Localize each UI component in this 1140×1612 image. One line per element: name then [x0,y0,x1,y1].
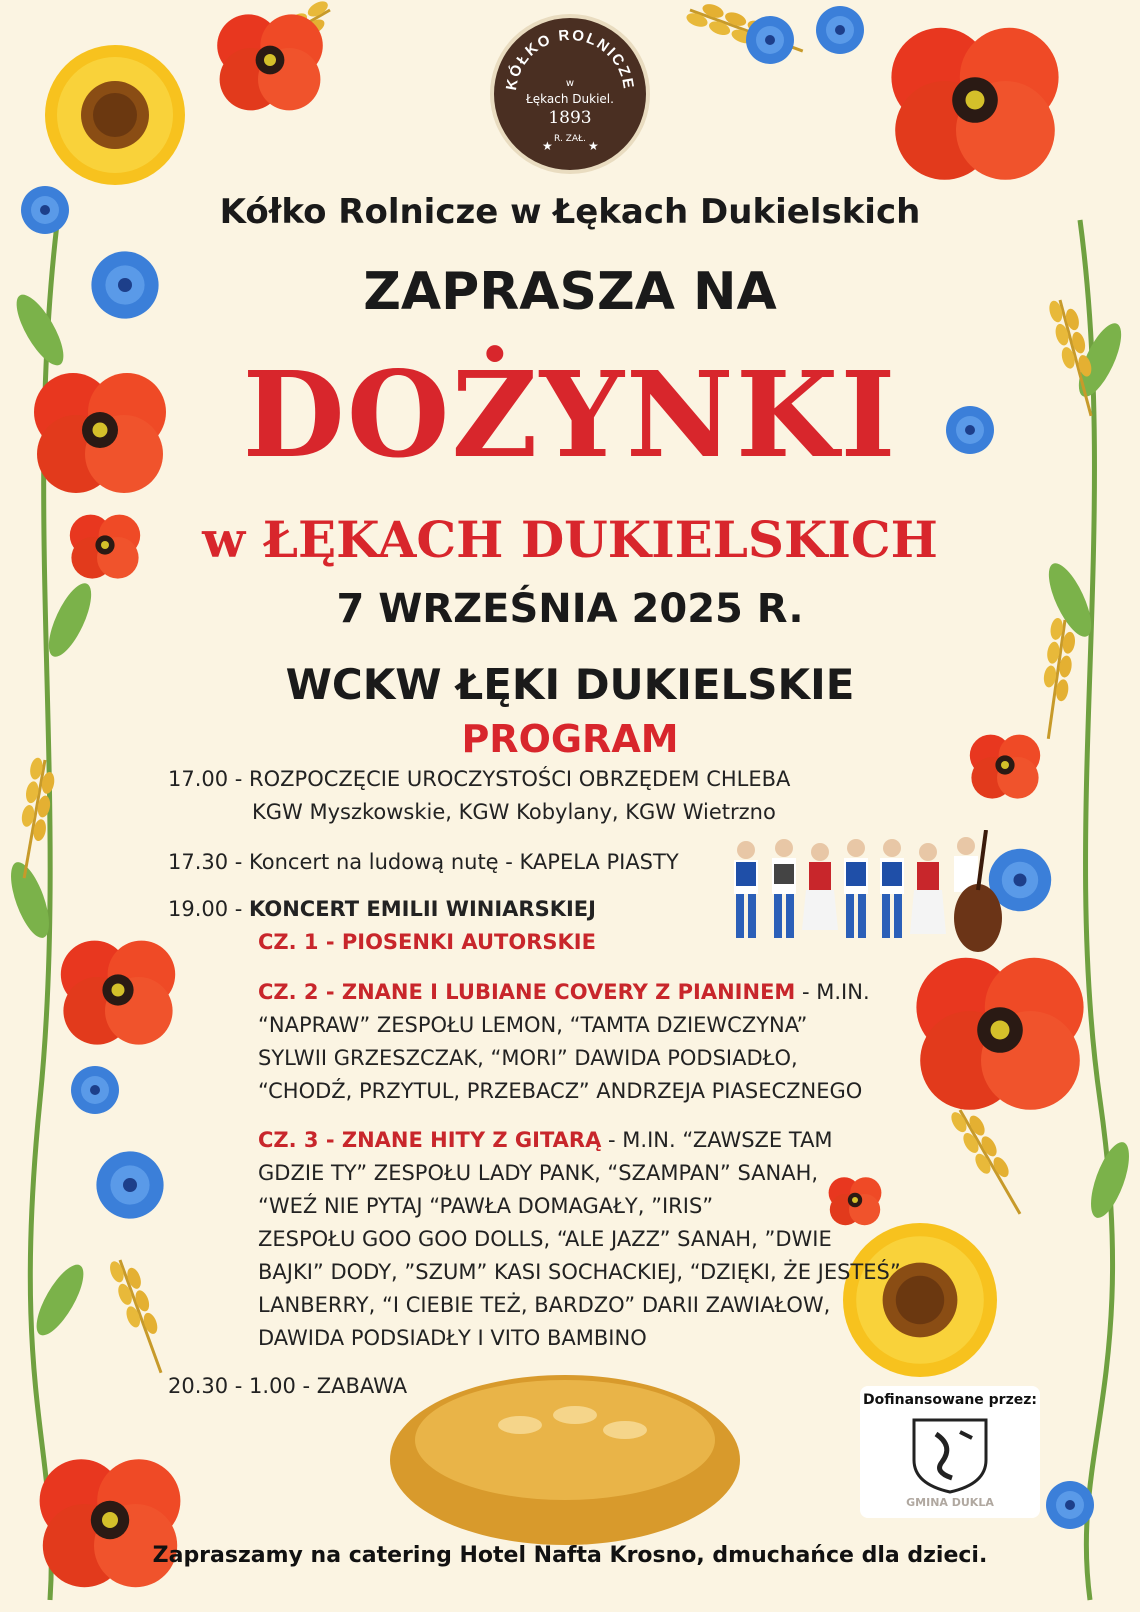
organizer-logo [490,14,650,174]
logo-w: w [565,78,575,89]
concert-part-2-line: “NAPRAW” ZESPOŁU LEMON, “TAMTA DZIEWCZYNA” [258,1013,808,1037]
footer-note: Zapraszamy na catering Hotel Nafta Krosno, dmuchańce dla dzieci. [152,1543,988,1568]
star-icon: ★ [542,139,553,153]
program-item-3-time: 19.00 - [168,897,250,921]
concert-part-1: CZ. 1 - PIOSENKI AUTORSKIE [258,930,596,954]
event-venue: WCKW ŁĘKI DUKIELSKIE [285,660,855,709]
logo-year: 1893 [548,108,592,128]
program-item-3 [168,897,596,921]
folk-band-photo [716,830,1016,970]
concert-part-2-rest: - M.IN. [795,980,870,1004]
event-subtitle: w ŁĘKACH DUKIELSKICH [202,510,938,569]
concert-part-2 [258,980,870,1004]
program-heading: PROGRAM [461,717,679,761]
logo-ring-text: KÓŁKO ROLNICZE [502,26,638,92]
concert-part-3-line: DAWIDA PODSIADŁY I VITO BAMBINO [258,1326,647,1350]
concert-part-3 [258,1128,833,1152]
concert-part-2-line: “CHODŹ, PRZYTUL, PRZEBACZ” ANDRZEJA PIASECZNEGO [258,1079,863,1103]
concert-part-3-title: CZ. 3 - ZNANE HITY Z GITARĄ [258,1128,602,1152]
program-item-1-groups: KGW Myszkowskie, KGW Kobylany, KGW Wietrzno [252,800,776,824]
gmina-crest-icon [908,1416,992,1494]
concert-part-3-line: LANBERRY, “I CIEBIE TEŻ, BARDZO” DARII ZAWIAŁOW, [258,1293,831,1317]
sponsor-name: GMINA DUKLA [906,1496,994,1509]
sponsor-label: Dofinansowane przez: [863,1392,1037,1408]
event-date: 7 WRZEŚNIA 2025 R. [336,586,804,632]
concert-part-2-line: SYLWII GRZESZCZAK, “MORI” DAWIDA PODSIADŁO, [258,1046,798,1070]
concert-part-3-line: “WEŹ NIE PYTAJ “PAWŁA DOMAGAŁY, ”IRIS” [258,1194,714,1218]
sponsor-box [860,1386,1040,1518]
invites-heading: ZAPRASZA NA [363,262,777,322]
program-item-1: 17.00 - ROZPOCZĘCIE UROCZYSTOŚCI OBRZĘDEM CHLEBA [168,767,791,791]
organizer-name: Kółko Rolnicze w Łękach Dukielskich [219,192,921,232]
concert-part-3-line: ZESPOŁU GOO GOO DOLLS, “ALE JAZZ” SANAH, ”DWIE [258,1227,832,1251]
concert-part-3-line: BAJKI” DODY, ”SZUM” KASI SOCHACKIEJ, “DZIĘKI, ŻE JESTEŚ” [258,1260,901,1284]
program-item-4: 20.30 - 1.00 - ZABAWA [168,1374,408,1398]
star-icon: ★ [588,139,599,153]
concert-part-3-rest: - M.IN. “ZAWSZE TAM [601,1128,833,1152]
concert-part-3-line: GDZIE TY” ZESPOŁU LADY PANK, “SZAMPAN” SANAH, [258,1161,819,1185]
concert-part-2-title: CZ. 2 - ZNANE I LUBIANE COVERY Z PIANINEM [258,980,796,1004]
logo-place: Łękach Dukiel. [526,92,614,106]
event-title: DOŻYNKI [242,345,898,484]
program-item-3-title: KONCERT EMILII WINIARSKIEJ [249,897,596,921]
logo-reg: R. ZAŁ. [554,134,586,144]
program-item-2: 17.30 - Koncert na ludową nutę - KAPELA PIASTY [168,850,679,874]
